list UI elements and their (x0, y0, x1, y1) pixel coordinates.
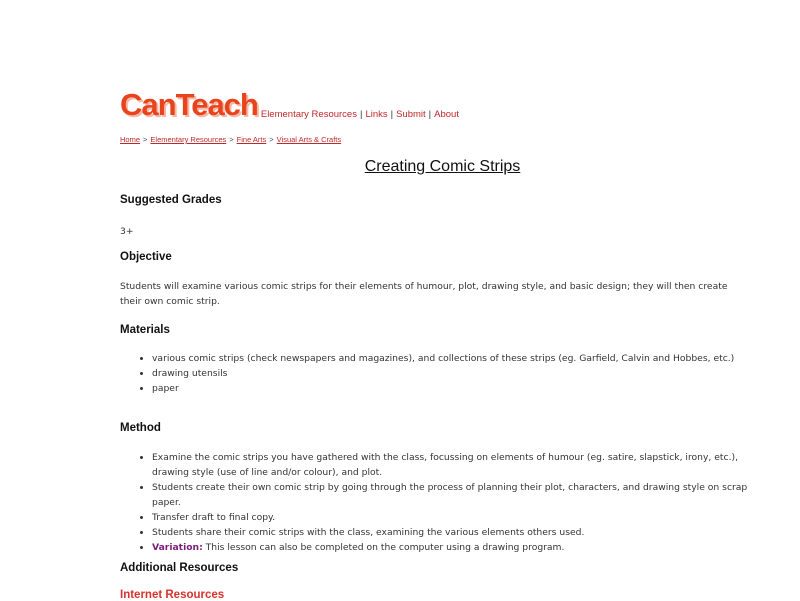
method-list (120, 450, 767, 555)
breadcrumb-elementary-resources[interactable]: Elementary Resources (150, 135, 227, 144)
masthead (120, 86, 760, 122)
list-item: • Students create their own comic strip by going through the process of planning their plot, characters, and drawing style on scrap paper. (152, 480, 767, 510)
method-heading: Method (120, 422, 161, 434)
nav-about[interactable]: About (434, 109, 459, 120)
nav-submit[interactable]: Submit (396, 109, 426, 120)
suggested-grades-value: 3+ (120, 226, 134, 237)
breadcrumb-visual-arts-crafts[interactable]: Visual Arts & Crafts (276, 135, 342, 144)
nav-elementary-resources[interactable]: Elementary Resources (260, 109, 357, 120)
variation-label: Variation: (152, 542, 203, 553)
nav-separator: | (428, 109, 432, 120)
nav-separator: | (390, 109, 394, 120)
canteach-logo[interactable]: CanTeach (120, 87, 258, 122)
list-item: • Students share their comic strips with the class, examining the various elements others used. (152, 525, 767, 540)
breadcrumb (120, 135, 760, 144)
list-item: • various comic strips (check newspapers and magazines), and collections of these strips (eg. Garfield, Calvin and Hobbes, etc.) (152, 351, 762, 366)
objective-heading: Objective (120, 251, 172, 263)
list-item: • Transfer draft to final copy. (152, 510, 767, 525)
page-title: Creating Comic Strips (364, 158, 521, 175)
suggested-grades-heading: Suggested Grades (120, 194, 222, 206)
breadcrumb-separator: > (143, 135, 148, 144)
variation-text: This lesson can also be completed on the computer using a drawing program. (202, 542, 565, 553)
list-item: • paper (152, 381, 762, 396)
breadcrumb-home[interactable]: Home (120, 135, 141, 144)
breadcrumb-separator: > (269, 135, 274, 144)
list-item-variation (152, 540, 767, 555)
top-nav (261, 109, 459, 120)
breadcrumb-separator: > (229, 135, 234, 144)
nav-separator: | (359, 109, 363, 120)
nav-links[interactable]: Links (365, 109, 388, 120)
list-item: • drawing utensils (152, 366, 762, 381)
materials-heading: Materials (120, 324, 170, 336)
objective-text: Students will examine various comic strips for their elements of humour, plot, drawing style, and basic design; they will then create their own comic strip. (120, 281, 728, 307)
page-content (120, 86, 760, 601)
materials-list (120, 351, 762, 396)
additional-resources-heading: Additional Resources (120, 562, 239, 574)
internet-resources-heading: Internet Resources (120, 589, 225, 601)
breadcrumb-fine-arts[interactable]: Fine Arts (236, 135, 267, 144)
list-item: • Examine the comic strips you have gathered with the class, focussing on elements of humour (eg. satire, slapstick, irony, etc.), drawing style (use of line and/or colour), and plot. (152, 450, 767, 480)
